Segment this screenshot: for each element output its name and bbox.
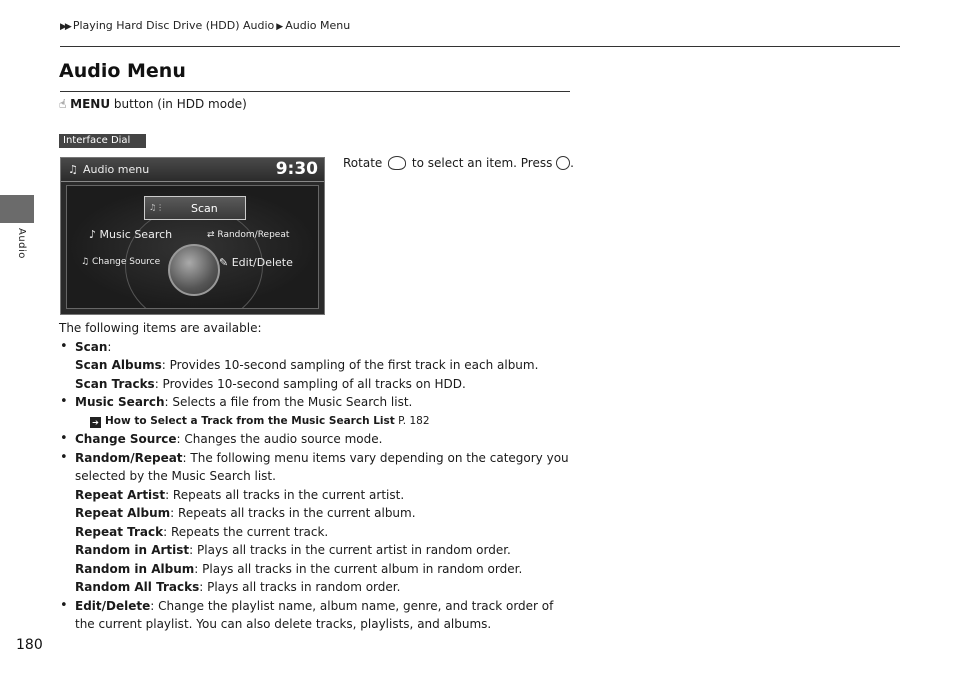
breadcrumb [60,19,350,32]
item-list [59,319,574,634]
intro-text: The following items are available: [59,321,262,335]
scan-icon: ♫⋮ [149,203,165,212]
menu-instruction [59,97,247,111]
triangle-icon: ▶ [276,22,284,32]
double-triangle-icon: ▶▶ [60,22,70,32]
menu-button-label: MENU [70,97,111,111]
rotate-dial-icon [388,156,406,170]
list-item: • Change Source: Changes the audio source mode. [59,430,574,449]
list-item: • Music Search: Selects a file from the Music Search list. [59,393,574,412]
clock: 9:30 [275,159,318,179]
cross-reference-link[interactable]: ➔ How to Select a Track from the Music Search List P. 182 [59,412,574,431]
screen-title: Audio menu [83,163,150,176]
list-item: • Scan: [59,338,574,357]
page-number: 180 [16,637,43,653]
list-subitem: Repeat Track: Repeats the current track. [75,524,329,539]
press-dial-icon [556,156,570,170]
music-note-icon: ♫ [68,163,78,176]
hand-icon: ☝ [59,97,67,111]
music-search-menu-item[interactable]: ♪ Music Search [89,228,173,241]
menu-instruction-text: button (in HDD mode) [110,97,247,111]
list-subitem: Random in Artist: Plays all tracks in the current artist in random order. [75,543,511,557]
header-rule [60,46,900,47]
list-item: • Edit/Delete: Change the playlist name, album name, genre, and track order of the current playlist. You can also delete tracks, playlists, and albums. [59,597,574,634]
screen-header [61,158,324,182]
interface-dial-label: Interface Dial [59,134,146,148]
list-subitem: Repeat Album: Repeats all tracks in the current album. [75,506,416,520]
breadcrumb-parent[interactable]: Playing Hard Disc Drive (HDD) Audio [72,19,275,32]
page-title: Audio Menu [59,60,186,82]
screen-body [66,185,319,309]
section-tab-label: Audio [16,228,27,259]
change-source-icon: ♫ [81,257,92,267]
audio-menu-screen [60,157,325,315]
breadcrumb-current: Audio Menu [285,19,351,32]
list-subitem: Scan Albums: Provides 10-second sampling of the first track in each album. [75,358,539,372]
list-subitem: Scan Tracks: Provides 10-second sampling of all tracks on HDD. [75,376,466,391]
random-repeat-menu-item[interactable]: ⇄ Random/Repeat [207,230,290,240]
list-subitem: Random All Tracks: Plays all tracks in random order. [75,580,401,594]
list-subitem: Repeat Artist: Repeats all tracks in the current artist. [75,487,405,502]
interface-dial-knob [168,244,220,296]
section-tab [0,195,34,223]
arrow-icon: ➔ [90,417,101,428]
random-repeat-icon: ⇄ [207,230,218,240]
rotate-instruction: Rotate to select an item. Press . [343,156,574,170]
scan-label: Scan [191,202,218,215]
edit-delete-icon: ✎ [219,256,232,269]
change-source-menu-item[interactable]: ♫ Change Source [81,257,161,267]
scan-menu-item[interactable] [144,196,246,220]
music-search-icon: ♪ [89,228,100,241]
list-item: • Random/Repeat: The following menu items vary depending on the category you selected by the Music Search list. [59,449,574,486]
edit-delete-menu-item[interactable]: ✎ Edit/Delete [219,256,293,269]
title-rule [60,91,570,92]
list-subitem: Random in Album: Plays all tracks in the current album in random order. [75,561,523,576]
